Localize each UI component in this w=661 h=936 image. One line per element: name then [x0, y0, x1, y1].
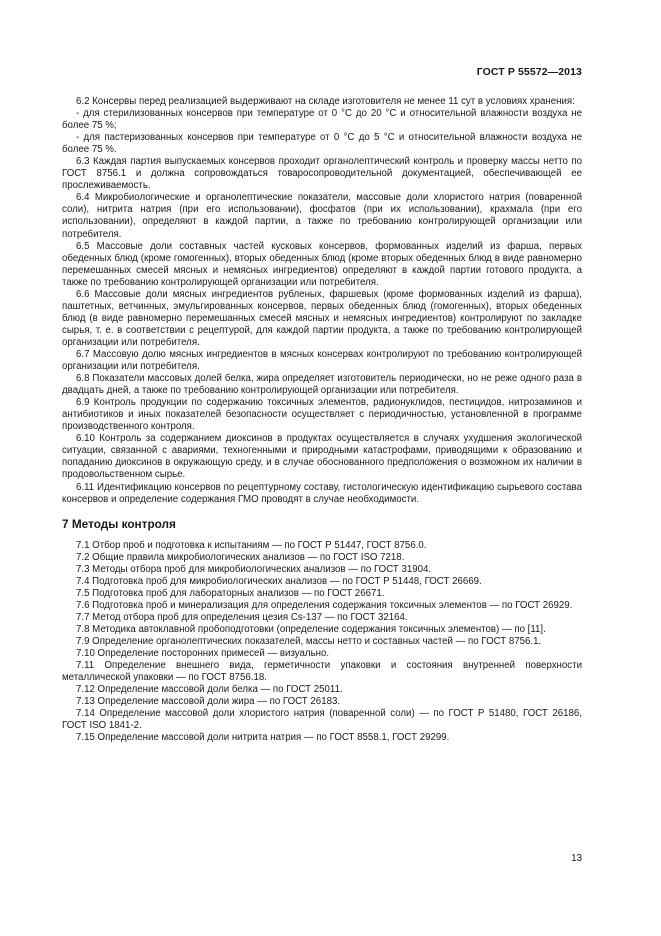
method-item: 7.13 Определение массовой доли жира — по ГОСТ 26183. — [76, 696, 341, 708]
method-item: 7.11 Определение внешнего вида, герметичности упаковки и состояния внутренней поверхности металлической упаковки — по ГОСТ 8756.18. — [62, 660, 582, 684]
paragraph-6-7: 6.7 Массовую долю мясных ингредиентов в мясных консервах контролируют по требованию контролирующей организации или потребителя. — [62, 348, 582, 373]
paragraph-6-8: 6.8 Показатели массовых долей белка, жира определяет изготовитель периодически, но не реже одного раза в двадцать дней, а также по требованию контролирующей организации или потребителя. — [62, 373, 582, 397]
method-item: 7.15 Определение массовой доли нитрита натрия — по ГОСТ 8558.1, ГОСТ 29299. — [76, 732, 450, 744]
method-item: 7.10 Определение посторонних примесей — визуально. — [76, 648, 330, 660]
method-item: 7.12 Определение массовой доли белка — по ГОСТ 25011. — [76, 684, 343, 696]
paragraph-6-2-sterilized: - для стерилизованных консервов при температуре от 0 °С до 20 °С и относительной влажности воздуха не более 75 %; — [62, 108, 582, 132]
method-item: 7.8 Методика автоклавной пробоподготовки (определение содержания токсичных элементов) — по [11]. — [76, 623, 546, 635]
paragraph-6-6: 6.6 Массовые доли мясных ингредиентов рубленых, фаршевых (кроме формованных изделий из фарша), паштетных, ветчинных, эмульгированных консервов, первых обеденных блюд (гомогенных), вторых обеденных блюд (в виде равномерно перемешанных смесей мясных и немясных ингредиентов) контролируют по закладке сырья, т. е. в соответствии с рецептурой, для каждой партии продукта, а также по требованию контролирующей организации или потребителя. — [62, 288, 582, 348]
method-item: 7.4 Подготовка проб для микробиологических анализов — по ГОСТ Р 51448, ГОСТ 26669. — [76, 575, 482, 587]
paragraph-6-3: 6.3 Каждая партия выпускаемых консервов проходит органолептический контроль и проверку массы нетто по ГОСТ 8756.1 и должна сопровождаться товаросопроводительной документацией, обеспечивающей ее прослеживаемость. — [62, 156, 582, 192]
method-item: 7.3 Методы отбора проб для микробиологических анализов — по ГОСТ 31904. — [76, 563, 432, 575]
methods-list — [62, 540, 582, 745]
paragraph-6-10: 6.10 Контроль за содержанием диоксинов в продуктах осуществляется в случаях ухудшения экологической ситуации, связанной с авариями, техногенными и природными катастрофами, приводящими к образованию и попаданию диоксинов в окружающую среду, и в случае обоснованного предположения о возможном их наличии в продовольственном сырье. — [62, 433, 582, 481]
method-item: 7.7 Метод отбора проб для определения цезия Cs-137 — по ГОСТ 32164. — [76, 611, 408, 623]
method-item: 7.2 Общие правила микробиологических анализов — по ГОСТ ISO 7218. — [76, 551, 405, 563]
paragraph-6-9: 6.9 Контроль продукции по содержанию токсичных элементов, радионуклидов, пестицидов, нитрозаминов и антибиотиков и иных показателей безопасности осуществляет с периодичностью, установленной в программе производственного контроля. — [62, 397, 582, 433]
paragraph-6-11: 6.11 Идентификацию консервов по рецептурному составу, гистологическую идентификацию сырьевого состава консервов и определение содержания ГМО проводят в случае необходимости. — [62, 481, 582, 505]
method-item: 7.9 Определение органолептических показателей, массы нетто и составных частей — по ГОСТ 8756.1. — [76, 636, 542, 648]
page-number: 13 — [571, 853, 582, 864]
paragraph-6-2-pasteurized: - для пастеризованных консервов при температуре от 0 °С до 5 °С и относительной влажности воздуха не более 75 %. — [62, 132, 582, 156]
section-title: 7 Методы контроля — [62, 516, 176, 531]
method-item: 7.5 Подготовка проб для лабораторных анализов — по ГОСТ 26671. — [76, 587, 385, 599]
paragraph-6-2: 6.2 Консервы перед реализацией выдерживают на складе изготовителя не менее 11 сут в условиях хранения: — [76, 96, 575, 107]
document-header: ГОСТ Р 55572—2013 — [476, 66, 582, 78]
method-item: 7.14 Определение массовой доли хлористого натрия (поваренной соли) — по ГОСТ Р 51480, ГОСТ 26186, ГОСТ ISO 1841-2. — [62, 708, 582, 732]
paragraph-6-4: 6.4 Микробиологические и органолептические показатели, массовые доли хлористого натрия (поваренной соли), нитрита натрия (при его использовании), фосфатов (при их использовании), крахмала (при его использовании), определяют в каждой партии, а также по требованию контролирующей организации или потребителя. — [62, 192, 582, 240]
method-item: 7.1 Отбор проб и подготовка к испытаниям — по ГОСТ Р 51447, ГОСТ 8756.0. — [76, 539, 427, 551]
paragraph-6-5: 6.5 Массовые доли составных частей кусковых консервов, формованных изделий из фарша, первых обеденных блюд (кроме гомогенных), вторых обеденных блюд (кроме вторых обеденных блюд в виде равномерно перемешанных смесей мясных и немясных ингредиентов) определяют в каждой партии готового продукта, а также по требованию контролирующей организации или потребителя. — [62, 240, 582, 288]
method-item: 7.6 Подготовка проб и минерализация для определения содержания токсичных элементов — по ГОСТ 26929. — [76, 599, 573, 611]
page-content — [62, 96, 582, 744]
